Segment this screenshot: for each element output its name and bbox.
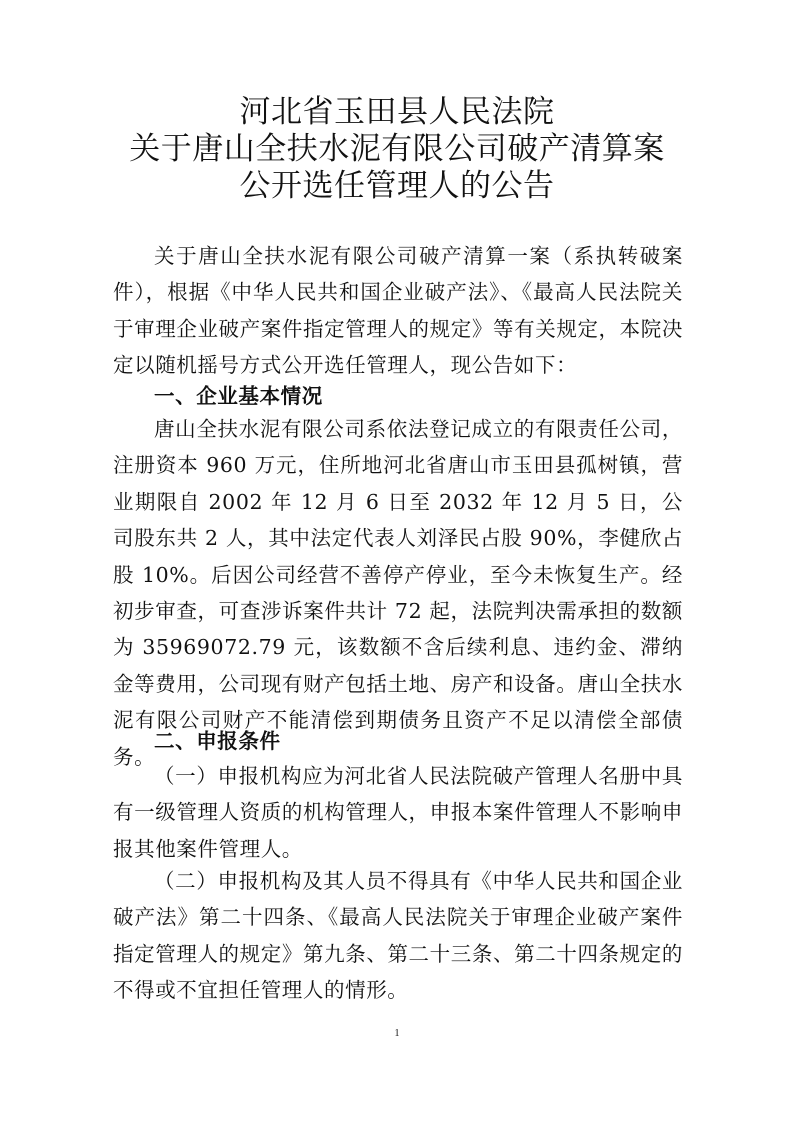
title-line-3: 公开选任管理人的公告 <box>239 168 555 204</box>
condition-item-1: （一）申报机构应为河北省人民法院破产管理人名册中具有一级管理人资质的机构管理人，申报本案件管理人不影响申报其他案件管理人。 <box>113 764 683 861</box>
title-line-1: 河北省玉田县人民法院 <box>239 94 555 130</box>
intro-paragraph: 关于唐山全扶水泥有限公司破产清算一案（系执转破案件），根据《中华人民共和国企业破产法》、《最高人民法院关于审理企业破产案件指定管理人的规定》等有关规定，本院决定以随机摇号方式公开选任管理人，现公告如下： <box>113 244 683 378</box>
page-number: 1 <box>394 1028 400 1039</box>
section-heading-basic-info: 一、企业基本情况 <box>154 384 323 408</box>
condition-item-2: （二）申报机构及其人员不得具有《中华人民共和国企业破产法》第二十四条、《最高人民法院关于审理企业破产案件指定管理人的规定》第九条、第二十三条、第二十四条规定的不得或不宜担任管理人的情形。 <box>113 869 683 1003</box>
section-heading-conditions: 二、申报条件 <box>154 729 281 753</box>
basic-info-paragraph: 唐山全扶水泥有限公司系依法登记成立的有限责任公司，注册资本 960 万元，住所地河北省唐山市玉田县孤树镇，营业期限自 2002 年 12 月 6 日至 2032 年 12 月 5 日，公司股东共 2 人，其中法定代表人刘泽民占股 90%，李健欣占股 10%。后因公司经营不善停产停业，至今未恢复生产。经初步审查，可查涉诉案件共计 72 起，法院判决需承担的数额为 35969072.79 元，该数额不含后续利息、违约金、滞纳金等费用，公司现有财产包括土地、房产和设备。唐山全扶水泥有限公司财产不能清偿到期债务且资产不足以清偿全部债务。 <box>113 417 683 769</box>
title-line-2: 关于唐山全扶水泥有限公司破产清算案 <box>129 131 665 167</box>
